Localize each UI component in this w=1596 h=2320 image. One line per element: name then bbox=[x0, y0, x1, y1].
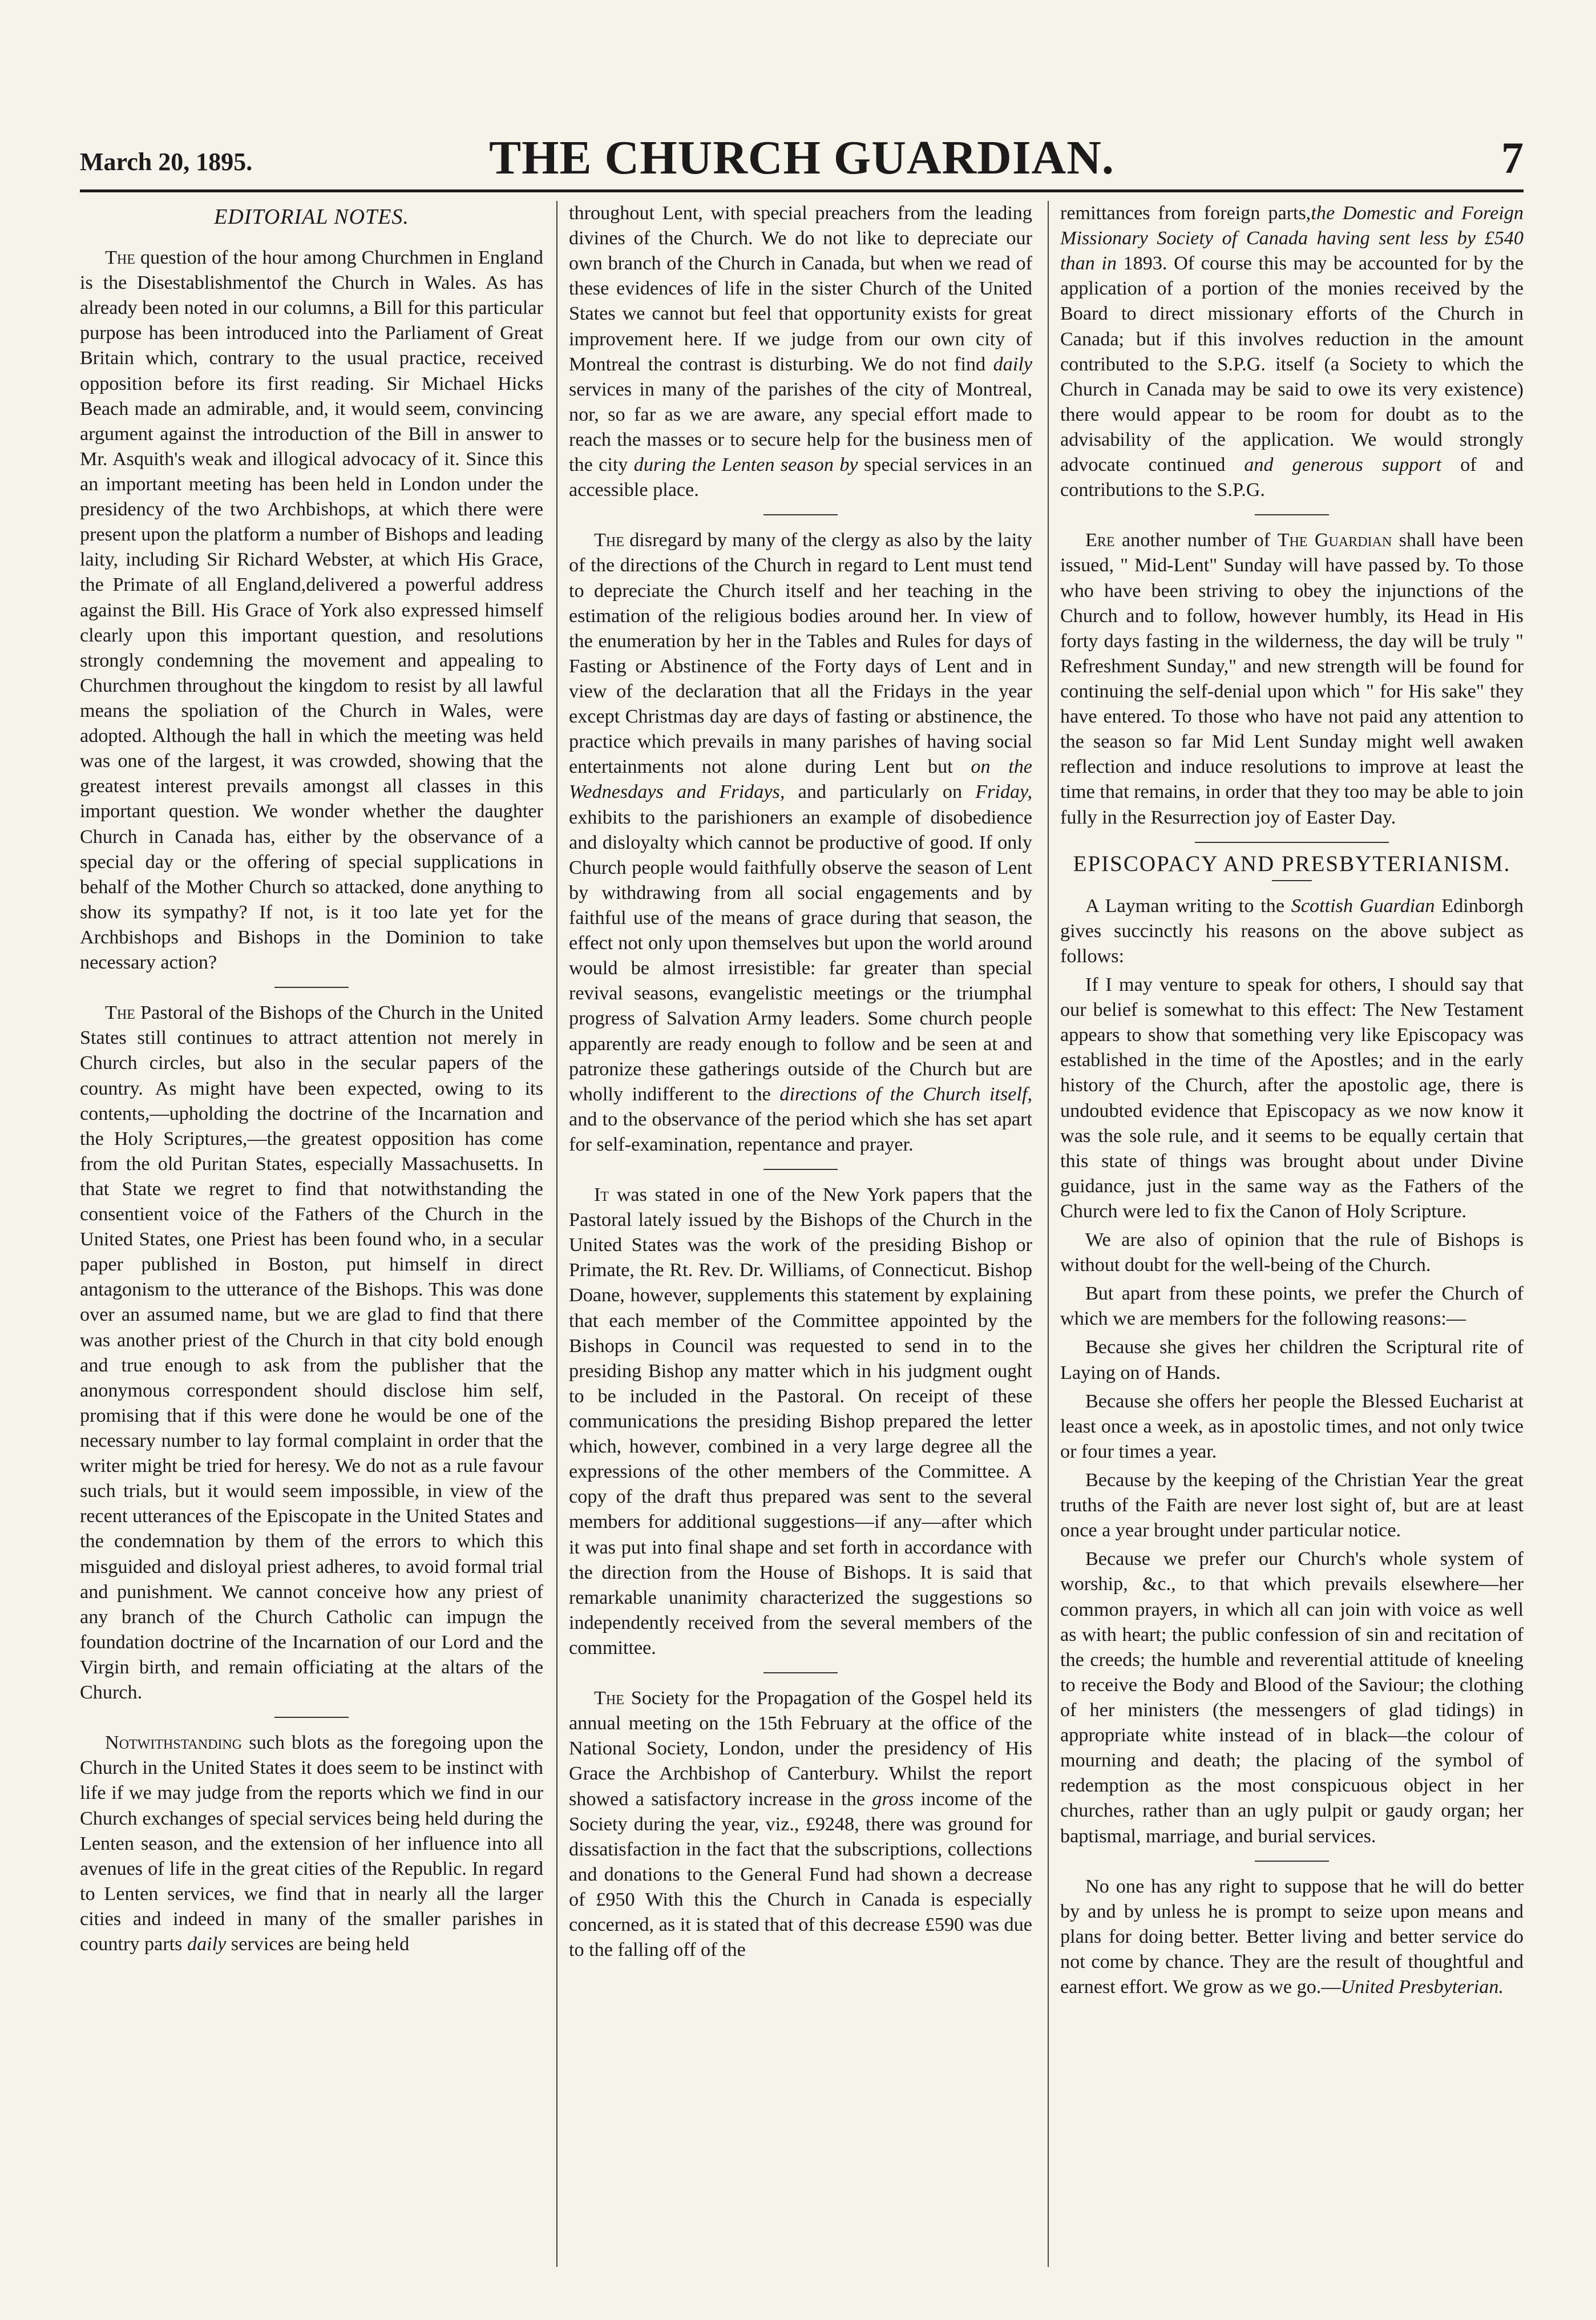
article-text: such blots as the foregoing upon the Church in the United States it does seem to be instinct with life if we may judge from the reports which we find in our Church exchanges of special services being held during the Lenten season, and the extension of her influence into all avenues of life in the great cities of the Republic. In regard to Lenten services, we find that in nearly all the larger cities and indeed in many of the smaller parishes in country parts bbox=[80, 1732, 543, 1955]
paragraph: But apart from these points, we prefer the Church of which we are members for the following reasons:— bbox=[1060, 1283, 1524, 1330]
article-separator bbox=[274, 1717, 349, 1718]
article-spg bbox=[569, 1686, 1032, 1963]
signature: United Presbyterian. bbox=[1340, 1976, 1504, 1998]
article-separator bbox=[763, 1672, 838, 1673]
article-text: Edinborgh gives succinctly his reasons on the above subject as follows: bbox=[1060, 895, 1524, 967]
article-italic: directions of the Church itself, bbox=[779, 1083, 1032, 1105]
article-text: Society for the Propagation of the Gospel held its annual meeting on the 15th February at the office of the National Society, London, under the presidency of His Grace the Archbishop of Canterbury. Whilst the report showed a satisfactory increase in the bbox=[569, 1688, 1032, 1810]
article-italic: during the Lenten season by bbox=[633, 454, 858, 476]
article-pastoral bbox=[80, 1000, 543, 1705]
article-text: services in many of the parishes of the city of Montreal, nor, so far as we are aware, any special effort made to reach the masses or to secure help for the business men of the city bbox=[569, 378, 1032, 476]
lead-word: Notwithstanding bbox=[105, 1732, 243, 1754]
episcopacy-heading: EPISCOPACY AND PRESBYTERIANISM. bbox=[1073, 851, 1511, 876]
article-italic: and generous support bbox=[1244, 454, 1442, 476]
article-text: another number of bbox=[1114, 530, 1278, 551]
lead-word: It bbox=[594, 1184, 609, 1206]
lead-word: The bbox=[594, 1688, 624, 1709]
paragraph: Because she offers her people the Blessed Eucharist at least once a week, as in apostolic times, and not only twice or four times a year. bbox=[1060, 1390, 1524, 1462]
article-episcopacy bbox=[1060, 894, 1524, 1849]
article-text: disregard by many of the clergy as also by the laity of the directions of the Church in regard to Lent must tend to depreciate the Church itself and her teaching in the estimation of the religious bodies around her. In view of the enumeration by her in the Tables and Rules for days of Fasting or Abstinence of the Forty days of Lent and in view of the declaration that all the Fridays in the year except Christmas day are days of fasting or abstinence, the practice which prevails in many parishes of having social entertainments not alone during Lent but bbox=[569, 530, 1032, 778]
article-italic: gross bbox=[872, 1788, 914, 1810]
article-text: shall have been issued, " Mid-Lent" Sunday will have passed by. To those who have been striving to obey the injunctions of the Church and to follow, however humbly, its Head in His forty days fasting in the wilderness, the day will be truly " Refreshment Sunday," and new strength will be found for continuing the self-denial upon which " for His sake" they have entered. To those who have not paid any attention to the season so far Mid Lent Sunday might well awaken reflection and induce resolutions to improve at least the time that remains, in order that they too may be able to join fully in the Resurrection joy of Easter Day. bbox=[1060, 530, 1524, 828]
article-text: and to the observance of the period which she has set apart for self-examination, repentance and prayer. bbox=[569, 1108, 1032, 1155]
article-italic: daily bbox=[993, 353, 1032, 375]
masthead-rule bbox=[80, 189, 1524, 192]
article-separator bbox=[763, 514, 838, 515]
article-text: question of the hour among Churchmen in England is the Disestablishmentof the Church in Wales. As has already been noted in our columns, a Bill for this particular purpose has been introduced into the Parliament of Great Britain which, contrary to the usual practice, received opposition before its first reading. Sir Michael Hicks Beach made an admirable, and, it would seem, convincing argument against the introduction of the Bill in answer to Mr. Asquith's weak and illogical advocacy of it. Since this an important meeting has been held in London under the presidency of the two Archbishops, at which there were present upon the platform a number of Bishops and leading laity, including Sir Richard Webster, at which His Grace, the Primate of all England,delivered a powerful address against the Bill. His Grace of York also expressed himself clearly upon this important question, and resolutions strongly condemning the movement and appealing to Churchmen throughout the kingdom to resist by all lawful means the spoliation of the Church in Wales, were adopted. Although the hall in which the meeting was held was one of the largest, it was crowded, showing that the greatest interest prevails amongst all classes in this important question. We wonder whether the daughter Church in Canada has, either by the observance of a special day or the offering of special supplications in behalf of the Mother Church so attacked, done anything to show its sympathy? If not, is it too late yet for the Archbishops and Bishops in the Dominion to take necessary action? bbox=[80, 247, 543, 974]
newspaper-title: THE CHURCH GUARDIAN. bbox=[489, 131, 1114, 184]
article-lent-services bbox=[569, 201, 1032, 503]
column-1 bbox=[80, 201, 543, 2278]
article-disestablishment bbox=[80, 245, 543, 975]
editorial-notes-heading: EDITORIAL NOTES. bbox=[214, 205, 409, 229]
masthead bbox=[80, 130, 1524, 185]
column-2 bbox=[569, 201, 1032, 2278]
article-closing bbox=[1060, 1874, 1524, 2000]
article-italic: daily bbox=[187, 1934, 227, 1955]
article-remittances bbox=[1060, 201, 1524, 503]
paragraph: Because by the keeping of the Christian Year the great truths of the Faith are never lost sight of, but are at least once a year brought under particular notice. bbox=[1060, 1470, 1524, 1542]
article-text: throughout Lent, with special preachers from the leading divines of the Church. We do not like to depreciate our own branch of the Church in Canada, but when we read of these evidences of life in the sister Church of the United States we cannot but feel that opportunity exists for great improvement here. If we judge from our own city of Montreal the contrast is disturbing. We do not find bbox=[569, 203, 1032, 375]
page-number: 7 bbox=[1501, 133, 1524, 183]
article-text: exhibits to the parishioners an example of disobedience and disloyalty which cannot be productive of good. If only Church people would faithfully observe the season of Lent by withdrawing from all social engagements and by faithful use of the means of grace during that season, the effect not only upon themselves but upon the world around would be almost irresistible: far greater than special revival seasons, evangelistic meetings or the triumphal progress of Salvation Army leaders. Some church people apparently are ready enough to follow and be seen at and patronize these gatherings outside of the Church but are wholly indifferent to the bbox=[569, 806, 1032, 1105]
article-text: remittances from foreign parts, bbox=[1060, 203, 1311, 224]
article-text: 1893. Of course this may be accounted for by the application of a portion of the monies received by the Board to direct missionary efforts of the Church in Canada; but if this involves reduction in the amount contributed to the S.P.G. itself (a Society to which the Church in Canada may be said to owe its very existence) there would appear to be room for doubt as to the advisability of the application. We would strongly advocate continued bbox=[1060, 253, 1524, 476]
column-divider bbox=[556, 201, 557, 2267]
lead-word: Ere bbox=[1085, 530, 1115, 551]
article-text: of and contributions to the S.P.G. bbox=[1060, 454, 1524, 501]
article-separator bbox=[763, 1169, 838, 1170]
article-text: was stated in one of the New York papers that the Pastoral lately issued by the Bishops of the Church in the United States was the work of the presiding Bishop or Primate, the Rt. Rev. Dr. Williams, of Connecticut. Bishop Doane, however, supplements this statement by explaining that each member of the Committee appointed by the Bishops in Council was requested to send in to the presiding Bishop any matter which in his judgment ought to be included in the Pastoral. On receipt of these communications the presiding Bishop prepared the letter which, however, combined in a very large degree all the expressions of the other members of the Committee. A copy of the draft thus prepared was sent to the several members for additional suggestions—if any—after which it was put into final shape and set forth in accordance with the direction from the House of Bishops. It is said that remarkable unanimity characterized the suggestions so independently received from the several members of the committee. bbox=[569, 1184, 1032, 1659]
column-3 bbox=[1060, 201, 1524, 2278]
paragraph: We are also of opinion that the rule of Bishops is without doubt for the well-being of the Church. bbox=[1060, 1229, 1524, 1276]
heading-rule bbox=[1272, 880, 1312, 881]
article-text: No one has any right to suppose that he will do better by and by unless he is prompt to seize upon means and plans for doing better. Better living and better service do not come by chance. They are the result of thoughtful and earnest effort. We grow as we go.— bbox=[1060, 1875, 1524, 1998]
section-rule bbox=[1195, 842, 1389, 843]
lead-word: The bbox=[105, 1002, 135, 1024]
paragraph: Because we prefer our Church's whole system of worship, &c., to that which prevails elsewhere—her common prayers, in which all can join with voice as well as with heart; the public confession of sin and recitation of the creeds; the humble and reverential attitude of kneeling to receive the Body and Blood of the Saviour; the clothing of her ministers (the messengers of glad tidings) in appropriate white instead of in black—the colour of mourning and death; the placing of the symbol of redemption as the most conspicuous object in her churches, rather than an ugly pulpit or gaudy organ; her baptismal, marriage, and burial services. bbox=[1060, 1548, 1524, 1847]
article-notwithstanding bbox=[80, 1730, 543, 1957]
article-text: and particularly on bbox=[785, 781, 976, 803]
paragraph: Because she gives her children the Scriptural rite of Laying on of Hands. bbox=[1060, 1337, 1524, 1383]
article-new-york bbox=[569, 1183, 1032, 1661]
article-italic: on the Wednesdays and Fridays, bbox=[569, 756, 1032, 803]
article-italic: the Domestic and Foreign Missionary Society of Canada having sent less by £540 than in bbox=[1060, 203, 1524, 275]
article-text: Pastoral of the Bishops of the Church in the United States still continues to attract attention not merely in Church circles, but also in the secular papers of the country. As might have been expected, owing to its contents,—upholding the doctrine of the Incarnation and the Holy Scriptures,—the greatest opposition has come from the old Puritan States, especially Massachusetts. In that State we regret to find that notwithstanding the consentient voice of the Fathers of the Church in the United States, one Priest has been found who, in a secular paper published in Boston, put himself in direct antagonism to the utterance of the Bishops. This was done over an assumed name, but we are glad to find that there was another priest of the Church in that city bold enough and true enough to ask from the publisher that the anonymous correspondent should disclose him self, promising that if this were done he would be one of the necessary number to lay formal complaint in order that the writer might be tried for heresy. We do not as a rule favour such trials, but it would seem impossible, in view of the recent utterances of the Episcopate in the United States and the condemnation by them of the errors to which this misguided and disloyal priest adheres, to avoid formal trial and punishment. We cannot conceive how any priest of any branch of the Church Catholic can impugn the foundation doctrine of the Incarnation of our Lord and the Virgin birth, and remain officiating at the altars of the Church. bbox=[80, 1002, 543, 1704]
paragraph: If I may venture to speak for others, I should say that our belief is somewhat to this effect: The New Testament appears to show that something very like Episcopacy was established in the time of the Apostles; and in the early history of the Church, after the apostolic age, there is undoubted evidence that Episcopacy as we now know it was the sole rule, and it seems to be equally certain that this state of things was brought about under Divine guidance, just in the same way as the Fathers of the Church were led to fix the Canon of Holy Scripture. bbox=[1060, 974, 1524, 1222]
article-text: services are being held bbox=[226, 1934, 410, 1955]
article-disregard bbox=[569, 528, 1032, 1157]
lead-word: The bbox=[594, 530, 624, 551]
article-separator bbox=[1255, 514, 1329, 515]
article-italic: Friday, bbox=[975, 781, 1032, 803]
article-text: special services in an accessible place. bbox=[569, 454, 1032, 501]
article-mid-lent bbox=[1060, 528, 1524, 830]
column-divider bbox=[1048, 201, 1049, 2267]
article-text: A Layman writing to the bbox=[1085, 895, 1291, 917]
article-separator bbox=[274, 987, 349, 988]
article-italic: Scottish Guardian bbox=[1291, 895, 1435, 917]
article-separator bbox=[1255, 1861, 1329, 1862]
lead-word: The bbox=[105, 247, 135, 268]
article-text: income of the Society during the year, viz., £9248, there was ground for dissatisfaction in the fact that the subscriptions, collections and donations to the General Fund had shown a decrease of £950 With this the Church in Canada is especially concerned, as it is stated that of this decrease £590 was due to the falling off of the bbox=[569, 1788, 1032, 1961]
issue-date: March 20, 1895. bbox=[80, 148, 253, 176]
guardian-name: The Guardian bbox=[1277, 530, 1392, 551]
